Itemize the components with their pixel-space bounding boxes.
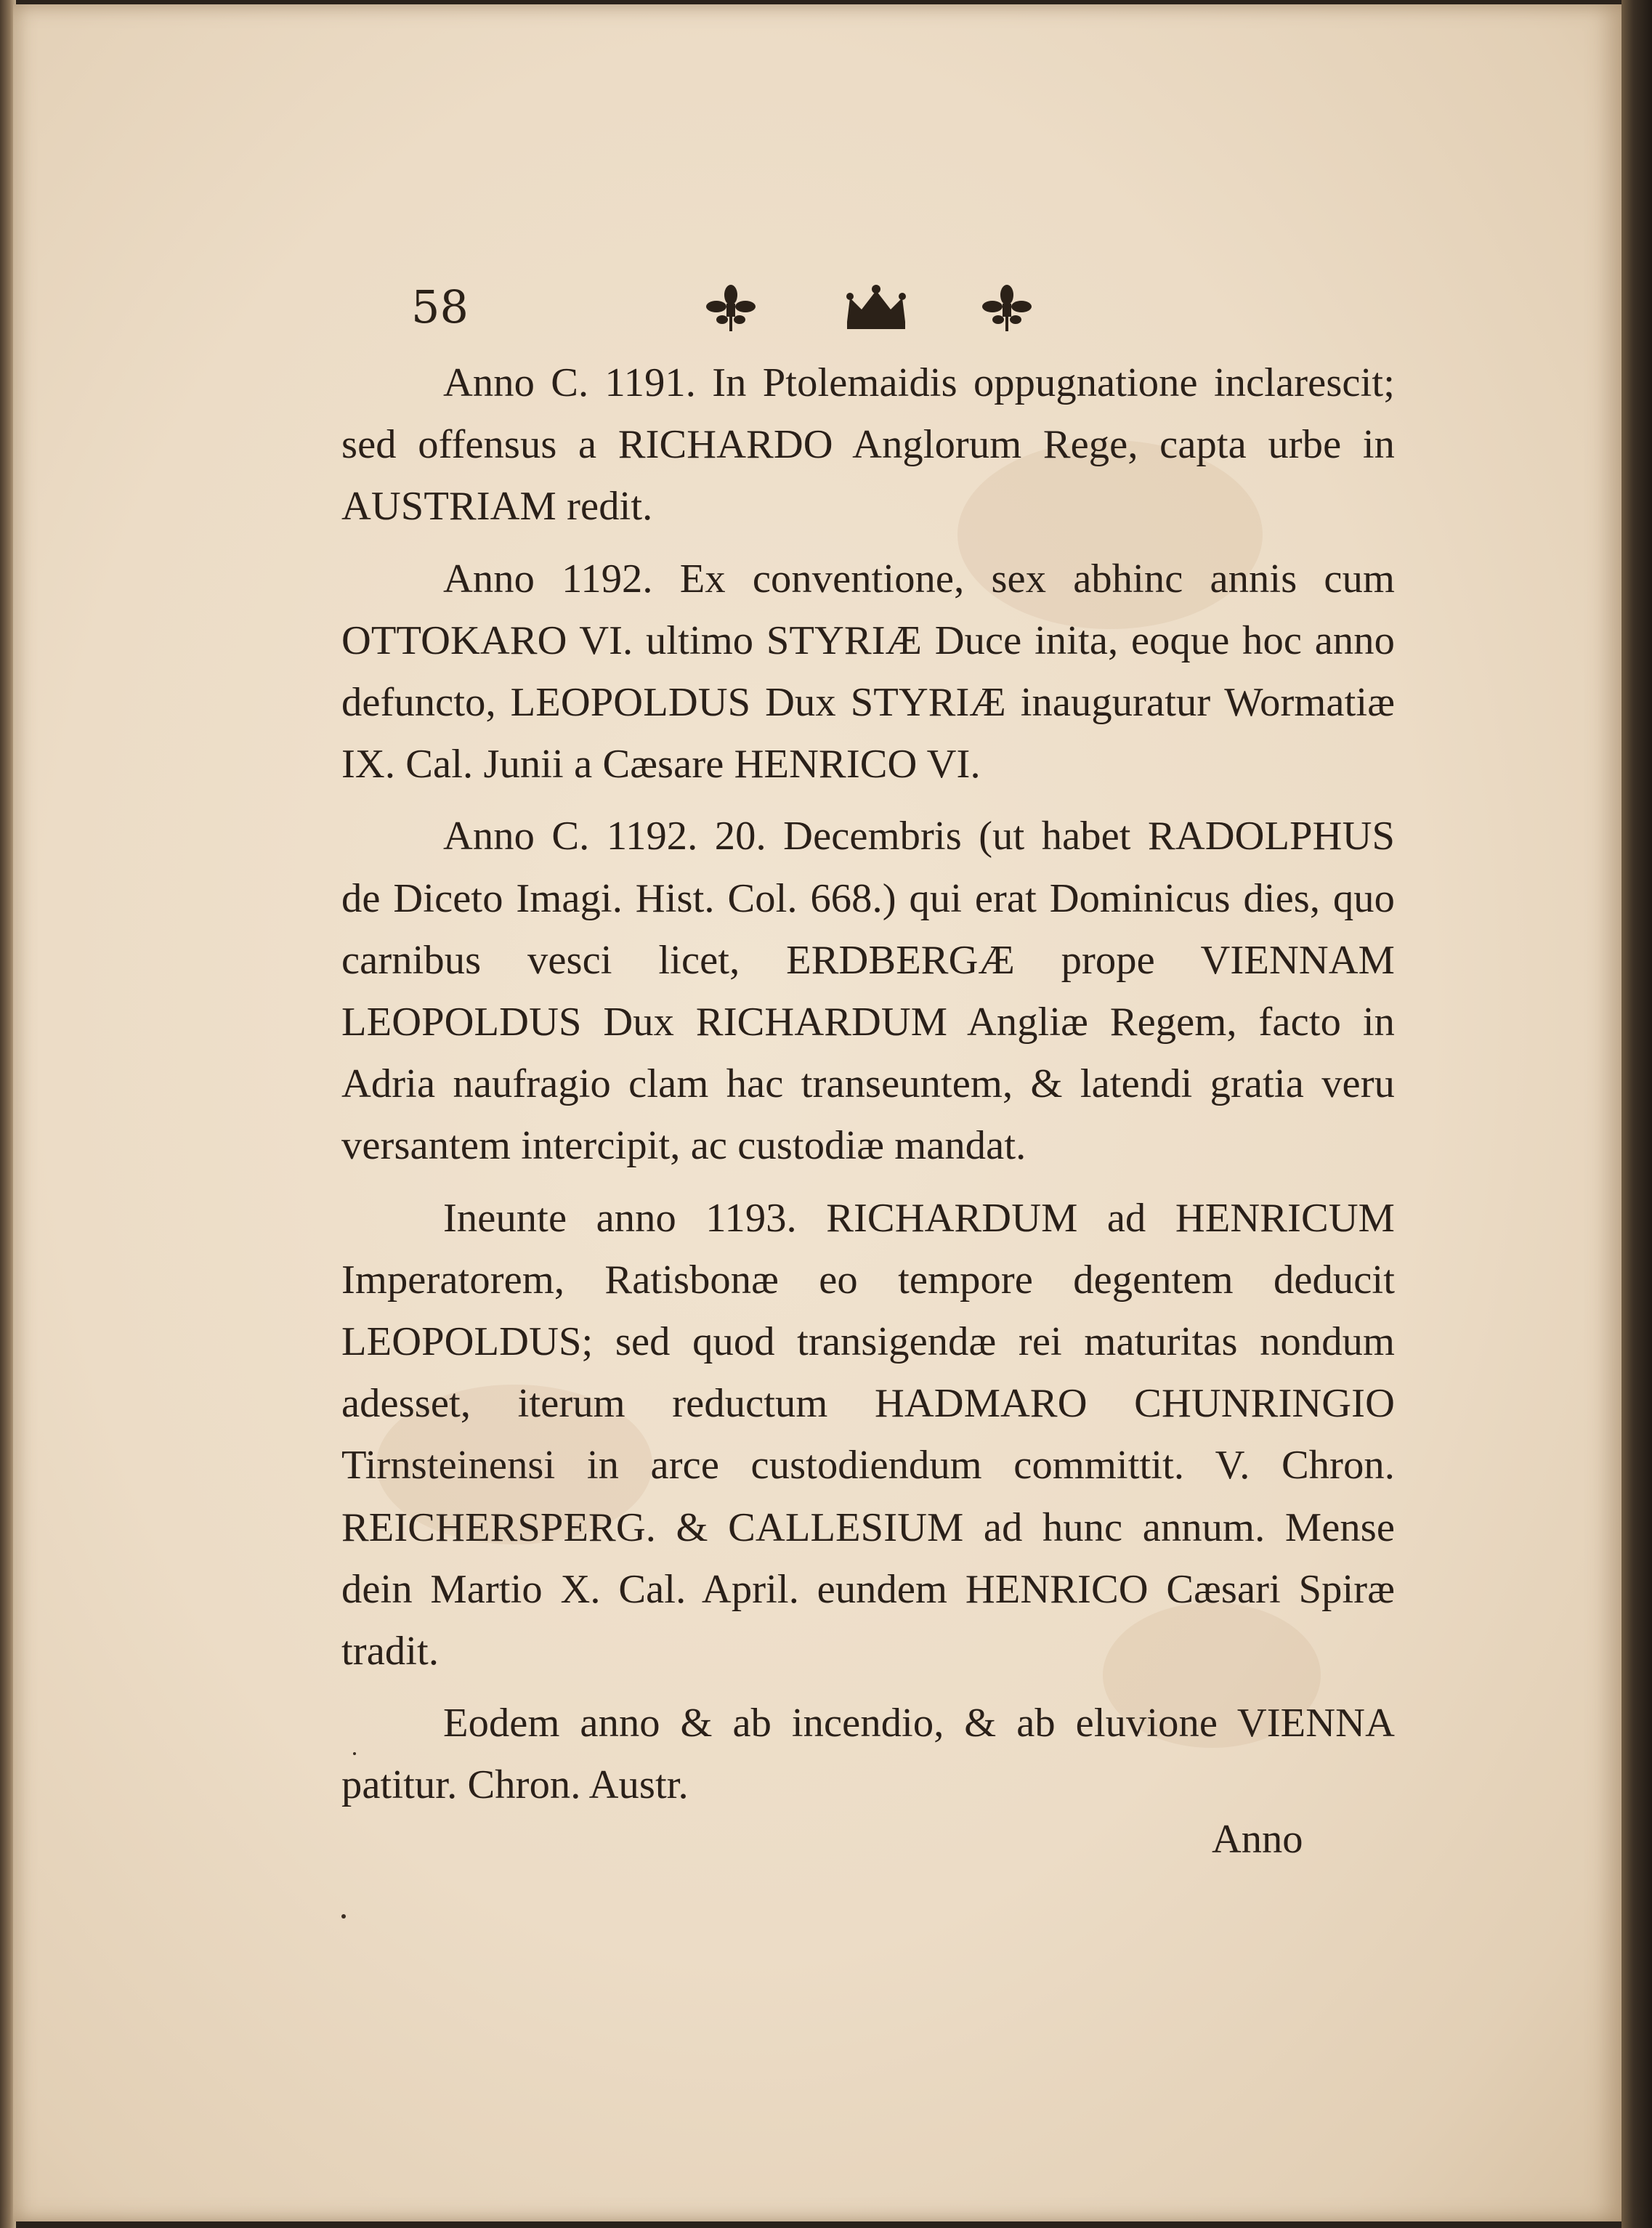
paragraph: Eodem anno & ab incendio, & ab eluvione VIENNA patitur. Chron. Austr. — [341, 1701, 1395, 1808]
page-header — [411, 276, 1428, 349]
fleur-icon — [702, 282, 760, 333]
crown-icon — [840, 282, 912, 333]
page-number: 58 — [411, 280, 469, 333]
paragraph: Ineunte anno 1193. RICHARDUM ad HENRICUM Imperatorem, Ratisbonæ eo tempore degentem deducit LEOPOLDUS; sed quod transigendæ rei maturitas nondum adesset, iterum reductum HADMARO CHUNRINGIO Tirnsteinensi in arce custodiendum committit. V. Chron. REICHERSPERG. & CALLESIUM ad hunc annum. Mense dein Martio X. Cal. April. eundem HENRICO Cæsari Spiræ tradit. — [341, 1195, 1395, 1674]
ink-speck — [341, 1914, 346, 1919]
paragraph: Anno C. 1191. In Ptolemaidis oppugnatione inclarescit; sed offensus a RICHARDO Anglorum Rege, capta urbe in AUSTRIAM redit. — [341, 360, 1395, 530]
page-edge — [1621, 0, 1652, 2228]
paragraph: Anno C. 1192. 20. Decembris (ut habet RADOLPHUS de Diceto Imagi. Hist. Col. 668.) qui erat Dominicus dies, quo carnibus vesci licet, ERDBERGÆ prope VIENNAM LEOPOLDUS Dux RICHARDUM Angliæ Regem, facto in Adria naufragio clam hac transeuntem, & latendi gratia veru versantem intercipit, ac custodiæ mandat. — [341, 814, 1395, 1169]
ink-speck — [353, 1752, 356, 1755]
fleur-icon — [978, 282, 1036, 333]
paragraph: Anno 1192. Ex conventione, sex abhinc annis cum OTTOKARO VI. ultimo STYRIÆ Duce inita, eoque hoc anno defuncto, LEOPOLDUS Dux STYRIÆ inauguratur Wormatiæ IX. Cal. Junii a Cæsare HENRICO VI. — [341, 556, 1395, 787]
body-text — [341, 352, 1395, 1827]
catchword: Anno — [1212, 1817, 1303, 1862]
